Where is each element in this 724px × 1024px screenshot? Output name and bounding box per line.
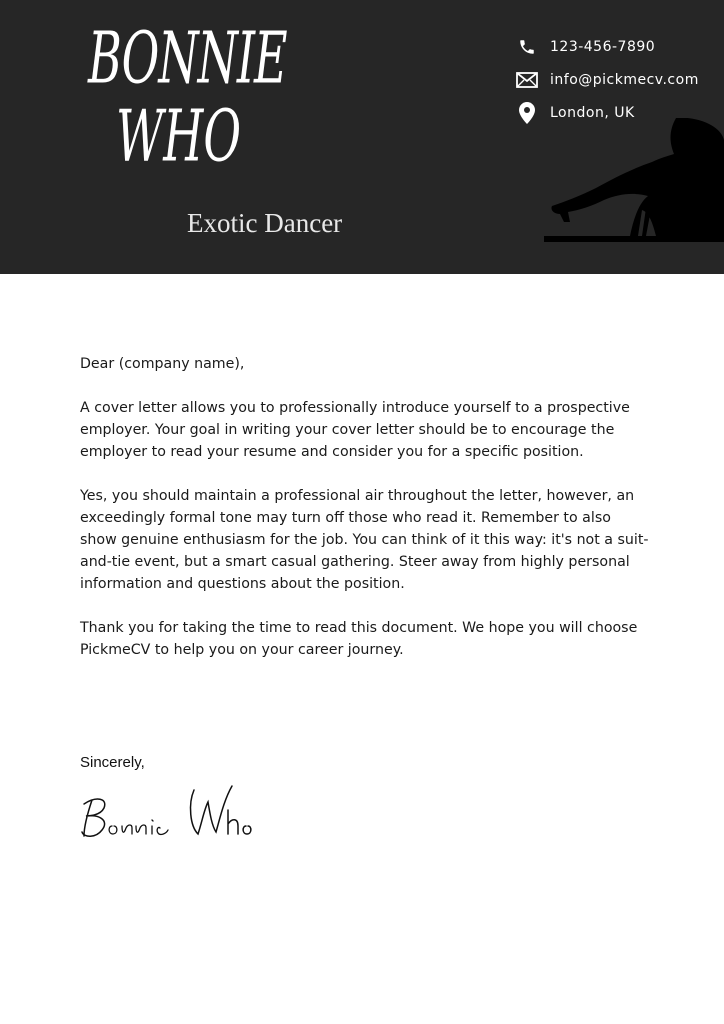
paragraph-tone: Yes, you should maintain a professional air throughout the letter, however, an exceedingly formal tone may turn off those who read it. Remember to also show genuine enthusiasm for the job. You can think of it this way: it's not a suit-and-tie event, but a smart casual gathering. Steer away from highly personal information and questions about the position. — [80, 488, 649, 592]
location-text: London, UK — [550, 105, 635, 121]
header-banner — [0, 0, 724, 274]
letter-body — [80, 353, 650, 683]
email-text: info@pickmecv.com — [550, 72, 699, 88]
name-first: BONNIE — [88, 15, 287, 100]
closing: Sincerely, — [80, 754, 145, 771]
paragraph-intro: A cover letter allows you to professionally introduce yourself to a prospective employer. Your goal in writing your cover letter should be to encourage the employer to read your resume and consider you for a specific position. — [80, 400, 630, 460]
dancer-silhouette-image — [544, 118, 724, 244]
greeting: Dear (company name), — [80, 356, 245, 372]
job-title: Exotic Dancer — [187, 208, 343, 238]
location-pin-icon — [516, 102, 538, 124]
email-icon — [516, 69, 538, 91]
phone-icon — [516, 36, 538, 58]
contact-email-row — [516, 69, 699, 91]
phone-text: 123-456-7890 — [550, 39, 656, 55]
signature-image — [78, 782, 258, 846]
contact-phone-row — [516, 36, 699, 58]
paragraph-thanks: Thank you for taking the time to read this document. We hope you will choose PickmeCV to help you on your career journey. — [80, 620, 638, 658]
applicant-name — [88, 15, 348, 178]
name-last: WHO — [116, 93, 242, 178]
